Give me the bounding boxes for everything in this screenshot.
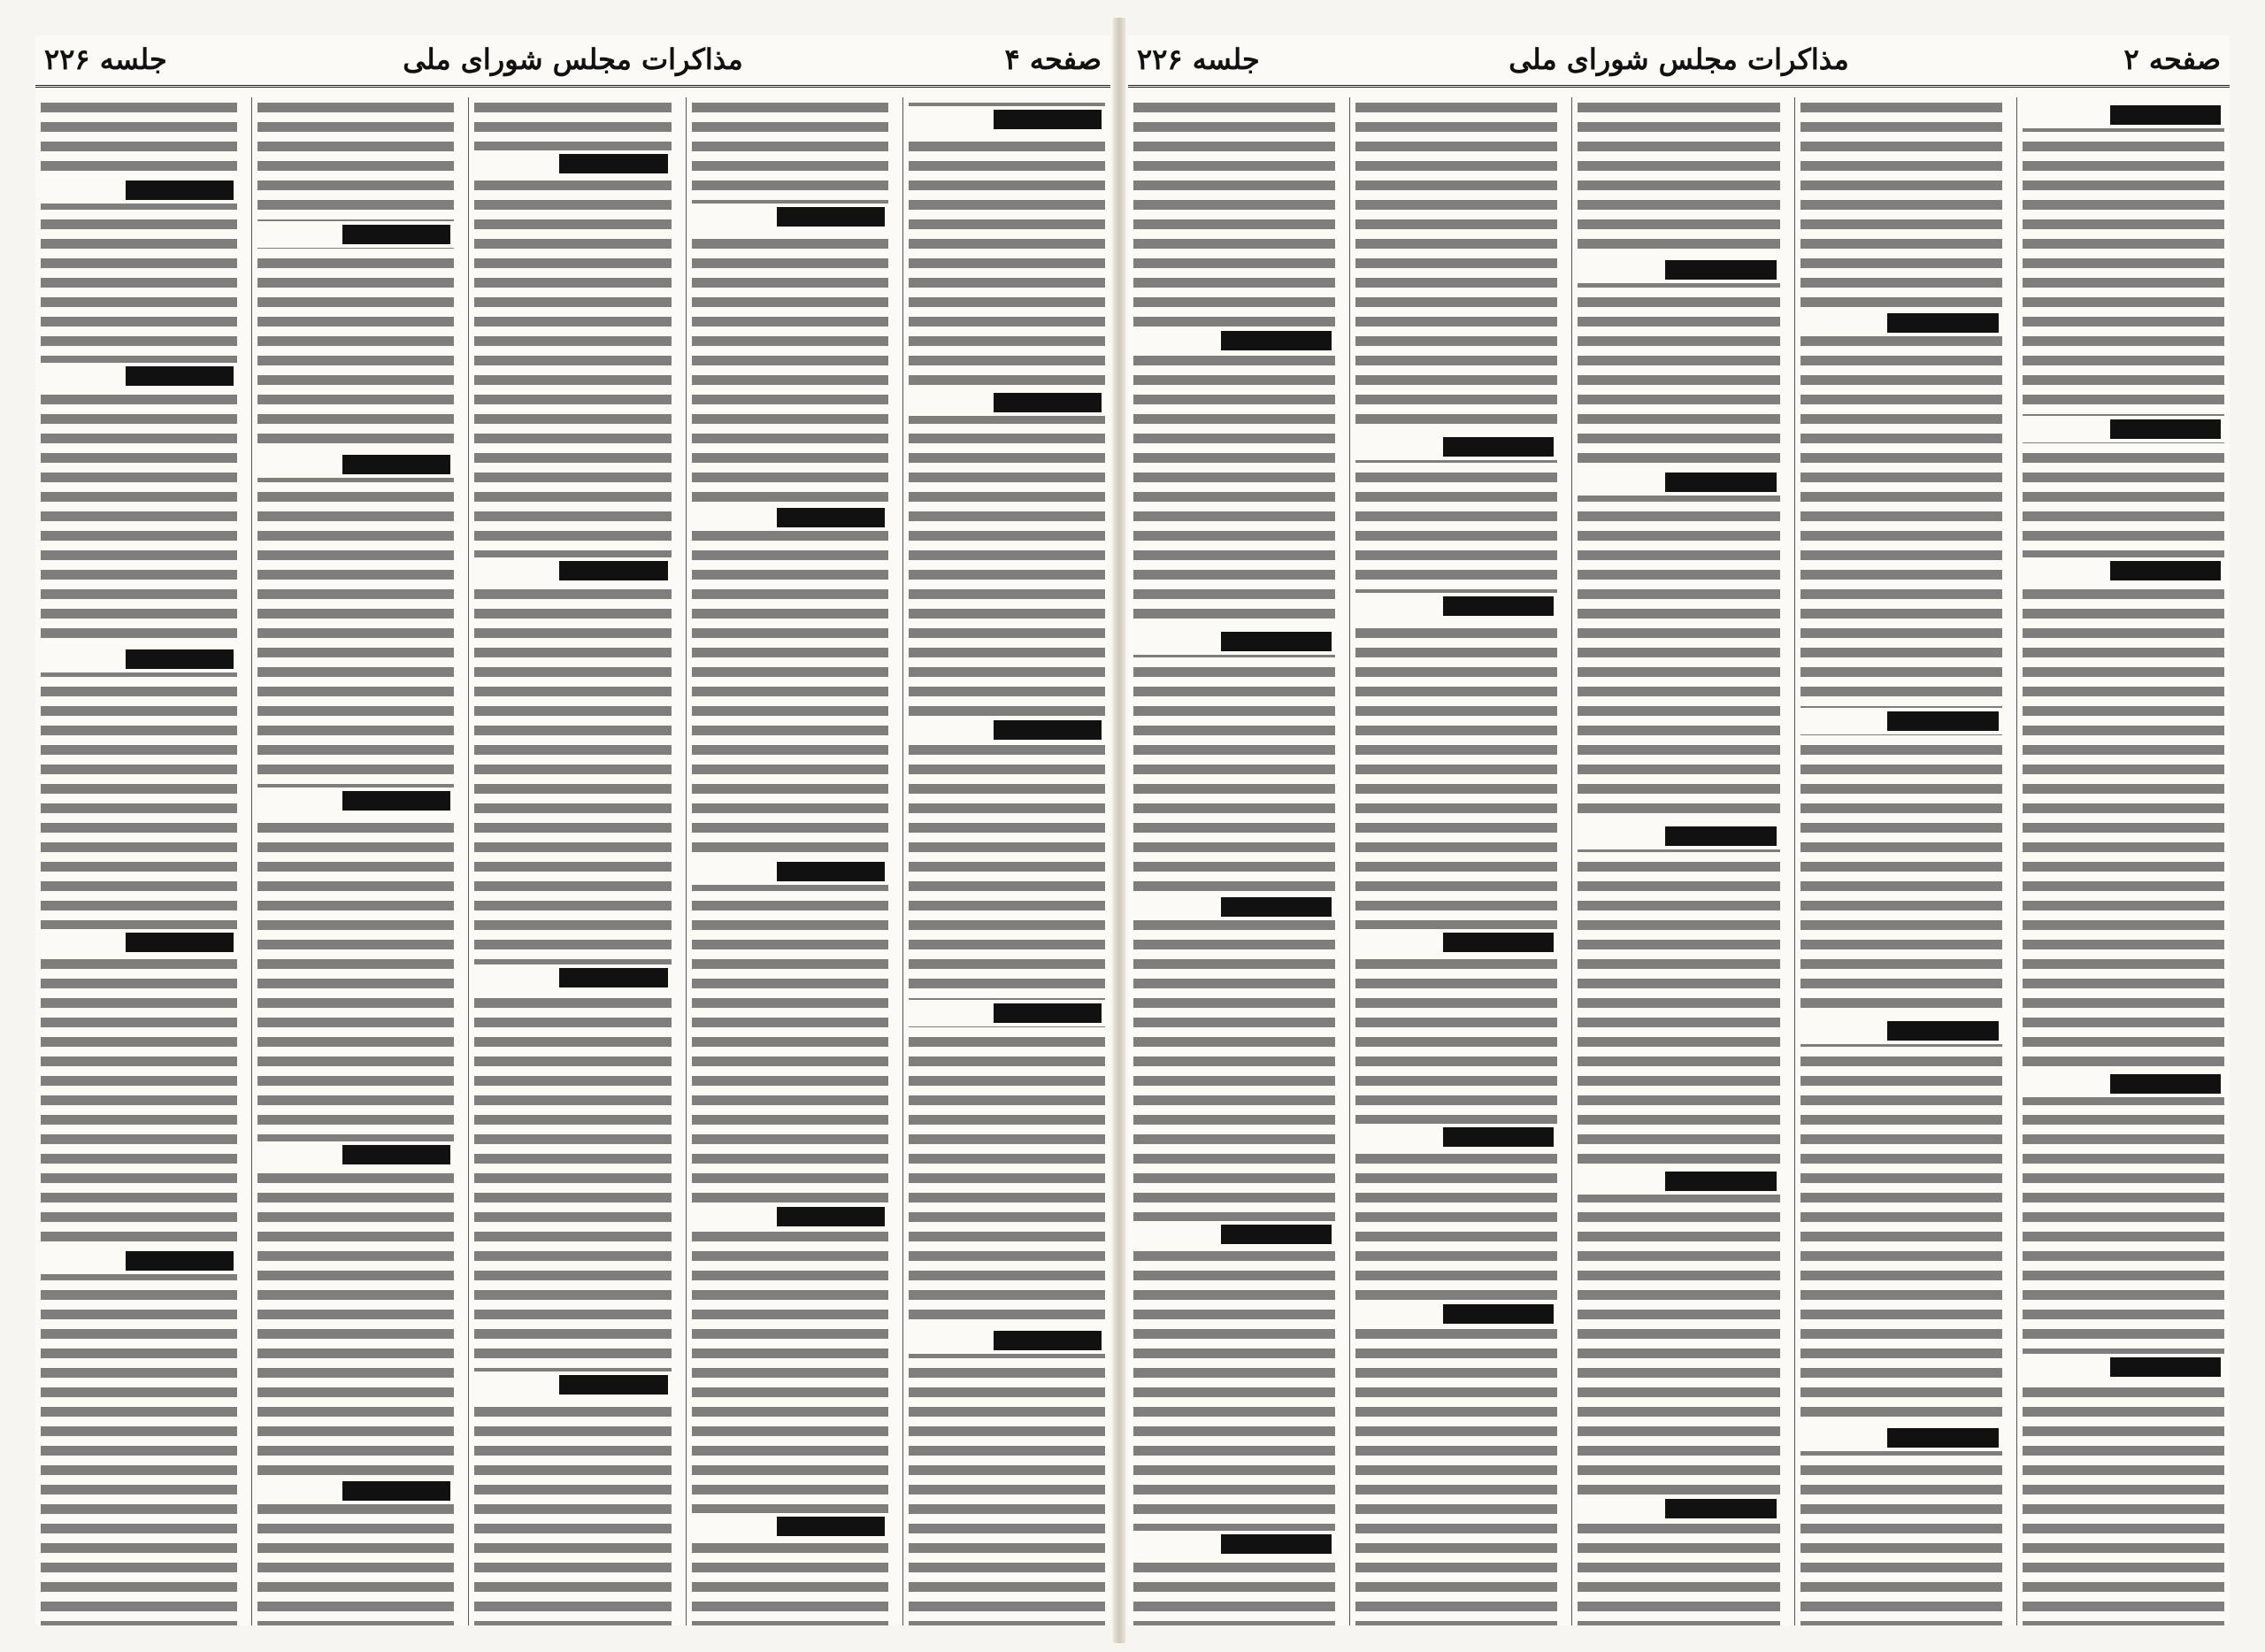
text-column bbox=[1794, 97, 2008, 1625]
page-header bbox=[1128, 35, 2230, 88]
text-column bbox=[468, 97, 676, 1625]
text-column bbox=[1128, 97, 1340, 1625]
session-number: جلسه ۲۲۶ bbox=[44, 42, 167, 76]
session-number: جلسه ۲۲۶ bbox=[1137, 42, 1260, 76]
text-columns bbox=[1128, 97, 2230, 1625]
text-column bbox=[2016, 97, 2230, 1625]
text-column bbox=[1349, 97, 1562, 1625]
page-gutter bbox=[1113, 18, 1125, 1643]
page-title: مذاکرات مجلس شورای ملی bbox=[403, 42, 743, 76]
text-column bbox=[902, 97, 1110, 1625]
left-page bbox=[35, 35, 1110, 1625]
right-page bbox=[1128, 35, 2230, 1625]
text-column bbox=[686, 97, 894, 1625]
text-column bbox=[1571, 97, 1785, 1625]
text-column bbox=[35, 97, 242, 1625]
text-columns bbox=[35, 97, 1110, 1625]
text-column bbox=[251, 97, 459, 1625]
page-number: صفحه ۴ bbox=[1004, 42, 1102, 76]
page-header bbox=[35, 35, 1110, 88]
page-number: صفحه ۲ bbox=[2123, 42, 2221, 76]
page-title: مذاکرات مجلس شورای ملی bbox=[1509, 42, 1849, 76]
